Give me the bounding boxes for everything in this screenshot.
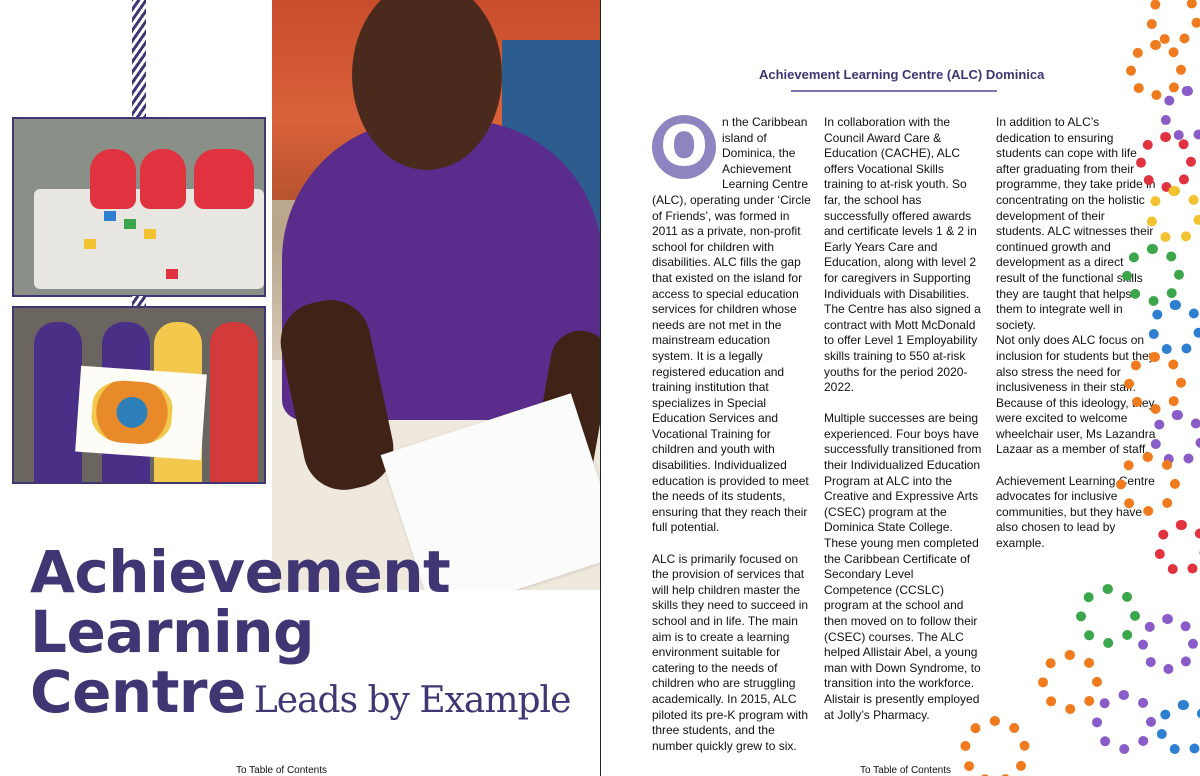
toy-links-decoration	[960, 0, 1200, 776]
headline	[30, 538, 590, 726]
paragraph: In collaboration with the Council Award Care & Education (CACHE), ALC offers Vocational Skills training to at-risk youth. So far, the school has successfully offered awards and certificate levels 1 & 2 in Early Years Care and Education, along with level 2 for caregivers in Supporting Individuals with Disabilities. The Centre has also signed a contract with Mott McDonald to offer Level 1 Employability skills training to 550 at-risk youths for the period 2020-2022.	[824, 115, 981, 395]
paragraph: In addition to ALC’s dedication to ensuring students can cope with life after graduating from their programme, they take pride in concentrating on the holistic development of their students. ALC witnesses their continued growth and development as a direct result of the functional skills they are taught that helps them to integrate well in society.	[996, 115, 1156, 332]
article-title: Achievement Learning Centre (ALC) Dominica	[759, 67, 1045, 82]
children-playing-with-blocks-photo	[12, 117, 266, 297]
right-page	[601, 0, 1200, 776]
headline-tagline: Leads by Example	[253, 680, 571, 721]
table-of-contents-link[interactable]: To Table of Contents	[860, 765, 951, 776]
poster	[75, 366, 207, 461]
paragraph: Multiple successes are being experienced. Four boys have successfully transitioned from their Individualized Education Program at ALC into the Creative and Expressive Arts (CSEC) program at the Dominica State College. These young men completed the Caribbean Certificate of Secondary Level Competence (CCSLC) program at the school and then moved on to follow their (CSEC) courses. The ALC helped Allistair Abel, a young man with Down Syndrome, to transition into the workforce. Alistair is presently employed at Jolly’s Pharmacy.	[824, 411, 982, 722]
decorative-stripe	[132, 0, 146, 118]
paragraph: Achievement Learning Centre advocates for inclusive communities, but they have also chosen to lead by example.	[996, 473, 1155, 551]
table-of-contents-link[interactable]: To Table of Contents	[236, 765, 327, 776]
child-sorting-pictures-photo	[272, 0, 600, 590]
paragraph: n the Caribbean island of Dominica, the Achievement Learning Centre (ALC), operating under ‘Circle of Friends’, was formed in 2011 as a private, non-profit school for children with disabilities. ALC fills the gap that existed on the island for access to special education services for children whose needs are not met in the mainstream education system. It is a legally registered education and training institution that specializes in Special Education Services and Vocational Training for children and youth with disabilities. Individualized education is provided to meet the needs of its students, ensuring that they reach their full potential.	[652, 115, 811, 535]
paragraph: ALC is primarily focused on the provision of services that will help children master the skills they need to succeed in school and in life. The main aim is to create a learning environment suitable for catering to the needs of children who are struggling academically. In 2015, ALC piloted its pre-K program with three students, and the number quickly grew to six.	[652, 551, 809, 753]
article-column-one	[652, 115, 814, 754]
paragraph: Not only does ALC focus on inclusion for students but they also stress the need for inclusiveness in their staff. Because of this ideology, they were excited to welcome wheelchair user, Ms Lazandra Lazaar as a member of staff.	[996, 333, 1156, 457]
girls-holding-poster-photo	[12, 306, 266, 484]
headline-word-centre: Centre	[30, 658, 246, 726]
headline-word-learning: Learning	[30, 598, 315, 666]
dropcap: O	[652, 115, 716, 179]
headline-word-achievement: Achievement	[30, 538, 451, 606]
